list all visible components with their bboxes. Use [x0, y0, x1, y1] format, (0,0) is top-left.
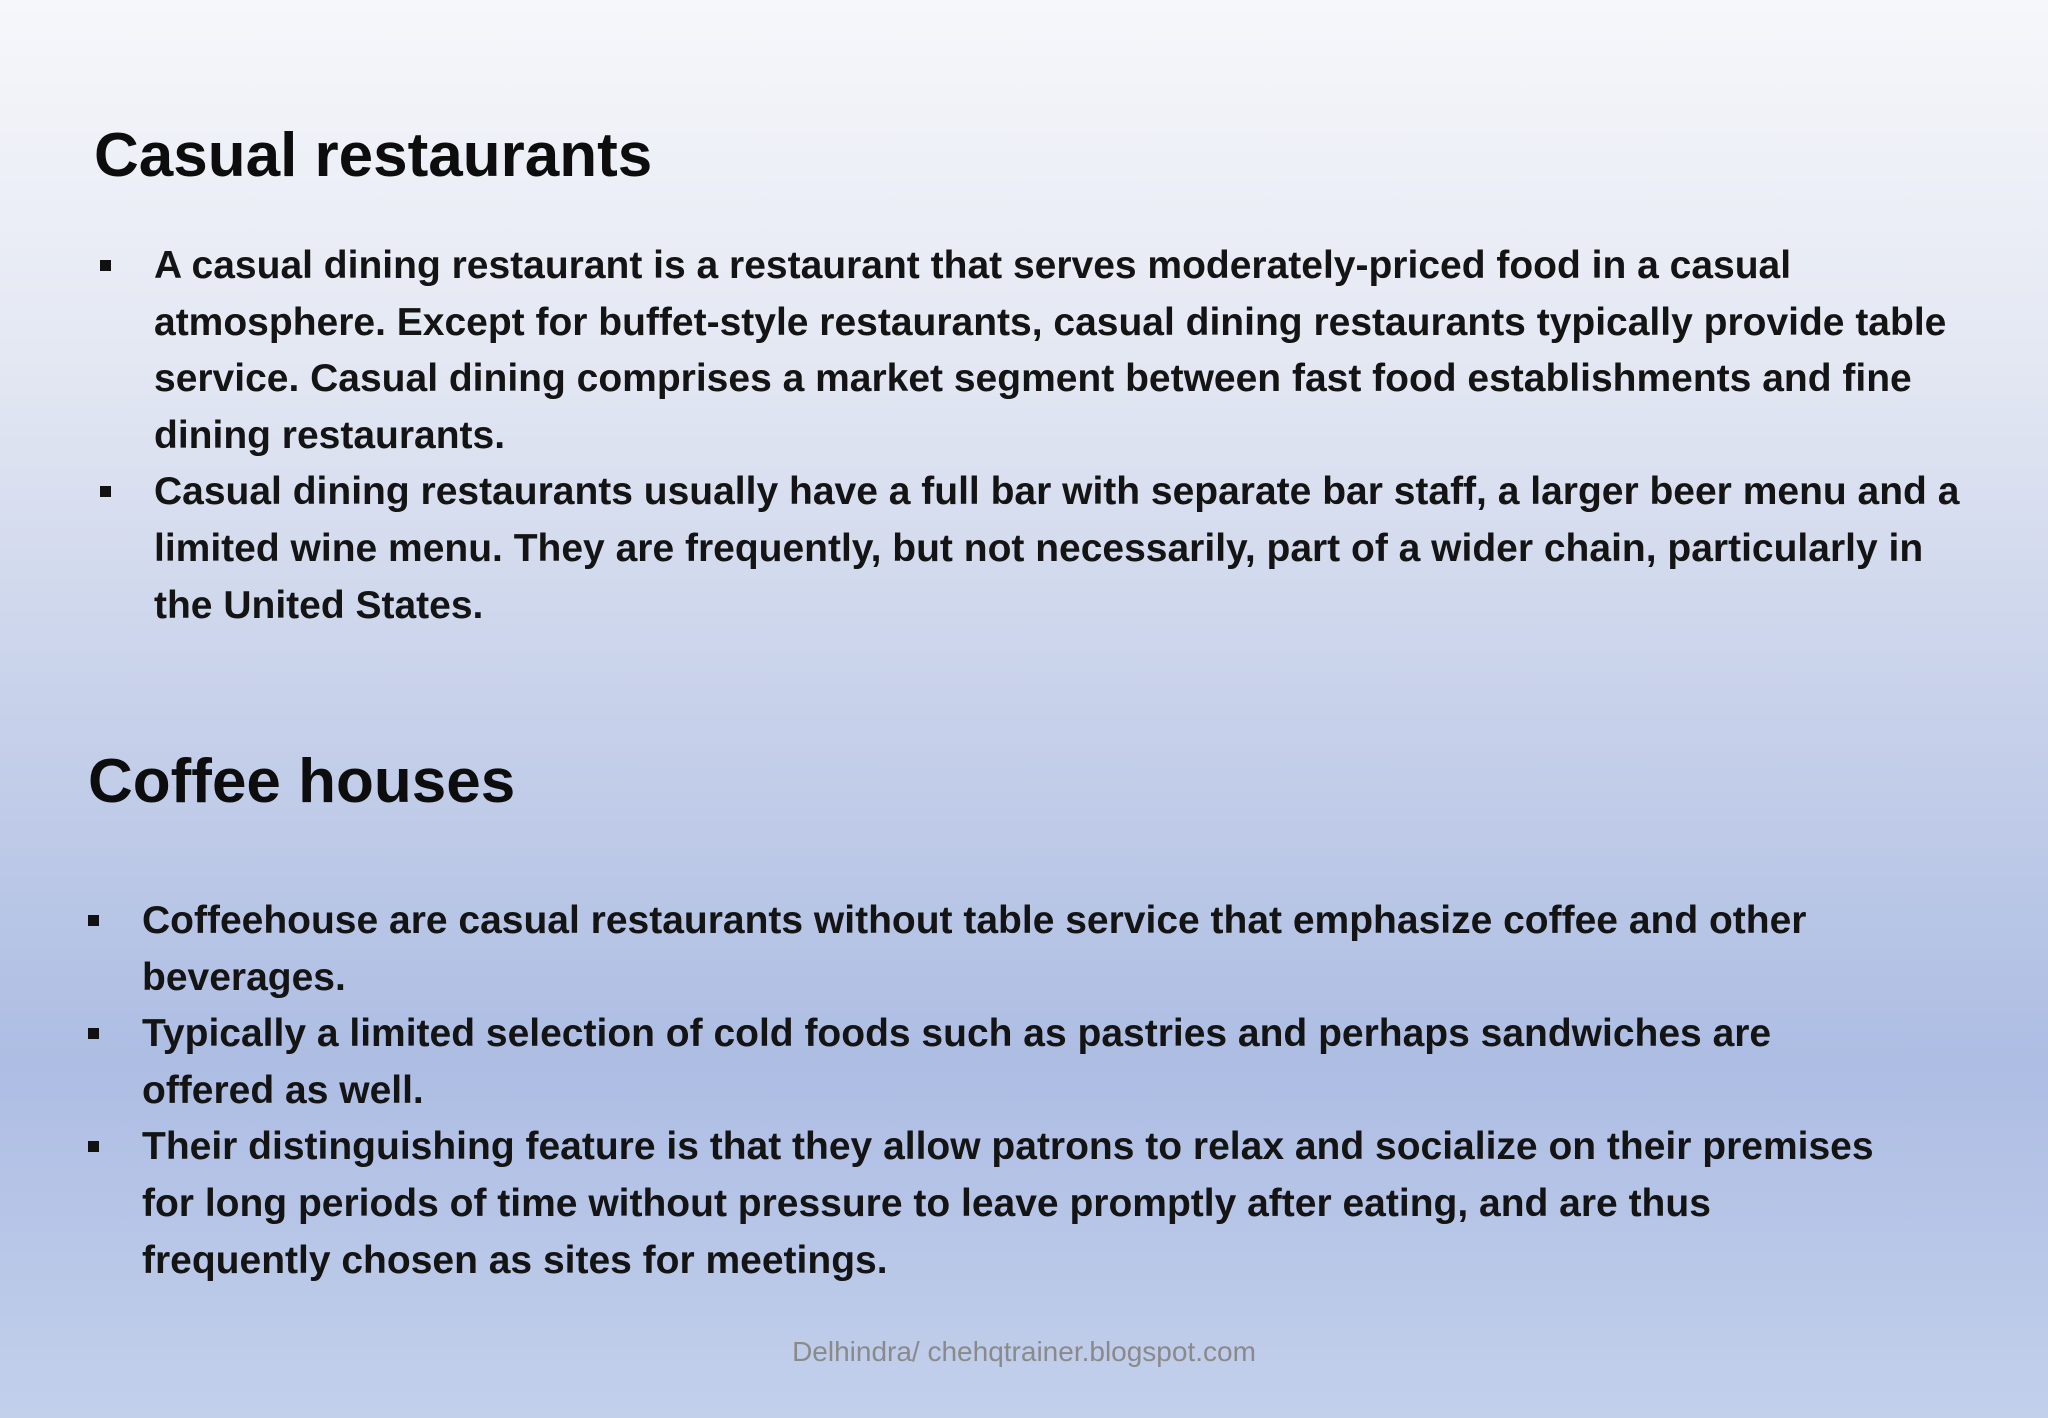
bullet-list-casual-restaurants: [96, 238, 1966, 634]
bullet-item: [84, 893, 1884, 1006]
square-bullet-icon: [100, 260, 111, 271]
section-heading-casual-restaurants: Casual restaurants: [94, 121, 653, 190]
bullet-item: [84, 1119, 1884, 1289]
bullet-text: Coffeehouse are casual restaurants without table service that emphasize coffee and other beverages.: [142, 899, 1807, 999]
bullet-list-coffee-houses: [84, 893, 1884, 1289]
bullet-item: [84, 1006, 1884, 1119]
square-bullet-icon: [88, 1141, 99, 1152]
bullet-item: [96, 464, 1966, 634]
section-heading-coffee-houses: Coffee houses: [88, 747, 516, 816]
bullet-text: Casual dining restaurants usually have a full bar with separate bar staff, a larger beer menu and a limited wine menu. They are frequently, but not necessarily, part of a wider chain, particularly in the United States.: [154, 470, 1960, 627]
square-bullet-icon: [88, 915, 99, 926]
bullet-text: Typically a limited selection of cold foods such as pastries and perhaps sandwiches are offered as well.: [142, 1012, 1772, 1112]
square-bullet-icon: [100, 486, 111, 497]
footer-credit: Delhindra/ chehqtrainer.blogspot.com: [792, 1336, 1256, 1367]
bullet-text: A casual dining restaurant is a restaurant that serves moderately-priced food in a casual atmosphere. Except for buffet-style restaurants, casual dining restaurants typically provide table service. Casual dining comprises a market segment between fast food establishments and fine dining restaurants.: [154, 244, 1947, 457]
square-bullet-icon: [88, 1028, 99, 1039]
bullet-text: Their distinguishing feature is that they allow patrons to relax and socialize on their premises for long periods of time without pressure to leave promptly after eating, and are thus frequently chosen as sites for meetings.: [142, 1125, 1874, 1282]
bullet-item: [96, 238, 1966, 464]
